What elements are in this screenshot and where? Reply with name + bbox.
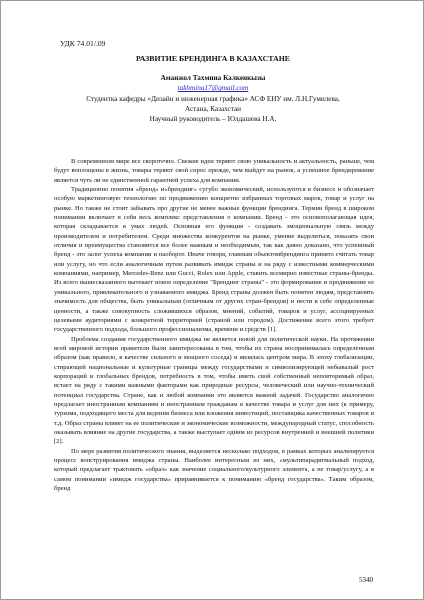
supervisor-line: Научный руководитель – Юлдашева Н.А. xyxy=(149,115,277,124)
paragraph: Традиционно понятия «бренд» и«брендинг» сугубо экономический, используются в бизнесе и обозначает особую маркетинговую технологию по продвижению конкретно избранных торговых марок, товар и услуг на рынке. Но также не стоит забывать про другие не менее важные функции брендинга. Термин бренд в широком понимании включает в себя весь комплекс представления о компании. Бренд - это основополагающая идея, которая складывается в умах людей. Основная его функция - создавать эмоциональную связь между производителем и потребителем. Среди множества конкурентов на рынке, умение выделиться, показать свои отличия и преимущества становится все более важным и необходимым, так как давно доказано, что успешный бренд - это залог успеха компании и наоборот. Иначе говоря, главным объектомбрендинга принято считать товар или услугу, но что если аналогичным путем развивать имидж страны и на ряду с известными коммерческими компаниями, например, Mercedes-Benz или Gucci, Rolex или Apple, ставить всемирно известные страны-бренды. Из всего вышесказанного вытекает новое определение "Брендинг страны" - это формирование и продвижение ее уникального, привлекательного и узнаваемого имиджа. Бренд страны должен быть понятен людям, представлять значимость для общества, быть уникальным (отличным от других стран-брендов) и нести в себе определенные ценности, а также совокупность сложившихся образов, мнений, событий, товаров и услуг, ассоциируемых целевыми аудиториями с конкретной территорией (страной или городом). Достижение всего этого требует государственного подхода, большого профессионализма, времени и средств [1]. xyxy=(54,186,374,334)
udc-code: УДК 74.01/.09 xyxy=(60,39,106,48)
article-body xyxy=(54,157,374,493)
paragraph: По мере развития политического знания, выделяется несколько подходов, в рамках которых анализируется процесс конструирования имиджа страны. Наиболее интересным из них, «мультипарадигмальный подход, который предлагает трактовать «образ» как значение социального/культурного элемента, а не товар/услугу, а в самом понимании «имидж государства» приравнивается к пониманию «бренд государства». Таким образом, бренд xyxy=(54,447,374,493)
author-email-link[interactable]: takhmina17@gmail.com xyxy=(177,84,249,93)
author-block xyxy=(41,73,385,124)
author-affiliation: Студентка кафедры «Дизайн и инженерная графика» АСФ ЕНУ им. Л.Н.Гумилева, xyxy=(86,94,340,103)
paragraph: В современном мире все скоротечно. Свежие идеи теряют свою уникальность и актуальность, раньше, чем будут воплощены в жизнь, товары теряют свой спрос прежде, чем выйдут на рынок, а успешное брендирование является чуть ли не единственной гарантией успеха для компании. xyxy=(54,158,374,184)
author-city: Астана, Казахстан xyxy=(184,104,241,113)
paragraph: Проблема создания государственного имиджа не является новой для политической науки. На протяжении всей мировой истории правители были заинтересованы в том, чтобы их страна воспринималась определенным образом (как правило, в качестве сильного и мощного соседа) и являлась центром мира. В эпоху глобализации, стирающей национальные и культурные границы между государствами и символизирующей небывалый рост корпораций и глобальных брендов, потребность в том, чтобы иметь свой собственный неповторимый образ, встает на ряду с такими важными факторами как природные ресурсы, человеческий или научно-технический потенциал государства. Стране, как и любой компании это является важной задачей. Государство аналогично предлагает иностранным компаниям и иностранным гражданам в качестве товара и услуг для них (к примеру, туризма, подходящего места для ведения бизнеса или вложения инвестиций, поставщика качественных товаров и т.д. Образ страны влияет на ее политические и экономические возможности, международный статус, способность оказывать влияние на другие государства, а также выступает одним из ресурсов внутренней и внешней политики [2]. xyxy=(54,335,374,446)
paper-title: РАЗВИТИЕ БРЕНДИНГА В КАЗАХСТАНЕ xyxy=(135,54,291,63)
author-name: Аманжол Тахмина Калкенкызы xyxy=(160,74,266,82)
page-number: 5340 xyxy=(359,576,373,584)
